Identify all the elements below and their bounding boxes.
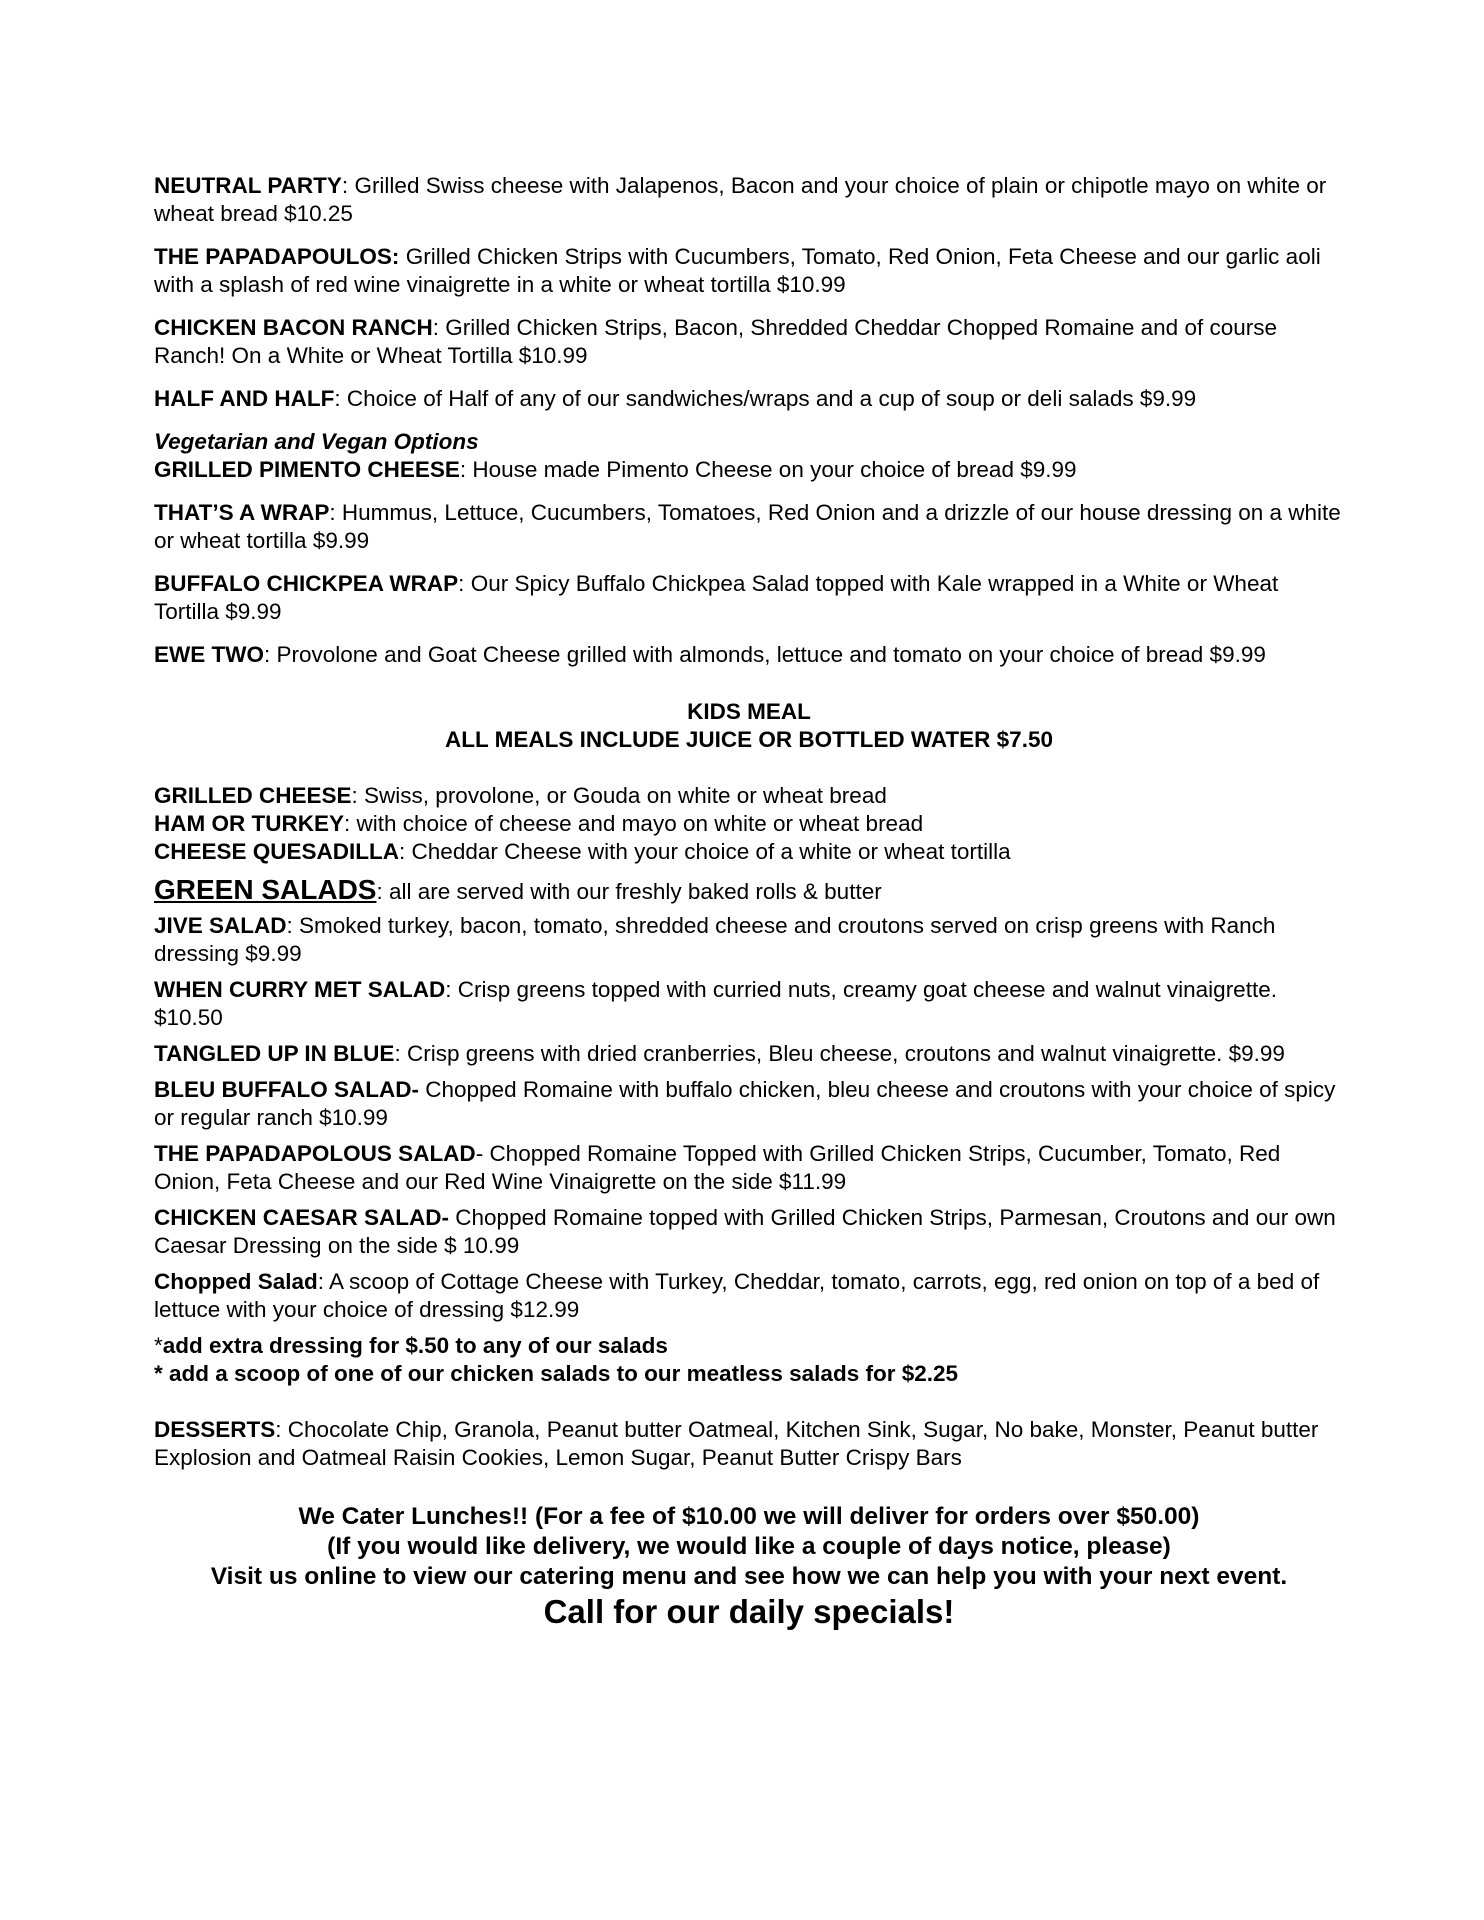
item-sep: : (263, 642, 277, 667)
item-sep: : (329, 500, 342, 525)
item-name: BUFFALO CHICKPEA WRAP (154, 571, 459, 596)
salad-note-extra-dressing: *add extra dressing for $.50 to any of our salads (154, 1333, 668, 1358)
menu-item-grilled-pimento-cheese (154, 456, 1344, 484)
item-sep: : (394, 1041, 407, 1066)
kids-item-ham-or-turkey (154, 810, 1344, 838)
menu-item-ewe-two (154, 641, 1344, 669)
kids-meal-subtitle: ALL MEALS INCLUDE JUICE OR BOTTLED WATER $7.50 (445, 727, 1053, 752)
item-sep: : (344, 811, 357, 836)
item-name: Chopped Salad (154, 1269, 318, 1294)
item-desc: A scoop of Cottage Cheese with Turkey, Cheddar, tomato, carrots, egg, red onion on top of a bed of lettuce with your choice of dressing $12.99 (154, 1269, 1320, 1322)
item-name: CHICKEN CAESAR SALAD- (154, 1205, 450, 1230)
desserts-section (154, 1416, 1344, 1472)
green-salads-title: GREEN SALADS (154, 874, 377, 905)
veg-heading: Vegetarian and Vegan Options (154, 429, 479, 454)
item-sep: - (475, 1141, 490, 1166)
item-desc: Crisp greens with dried cranberries, Bleu cheese, croutons and walnut vinaigrette. $9.99 (406, 1041, 1285, 1066)
item-name: THAT’S A WRAP (154, 500, 330, 525)
item-sep: : (432, 315, 446, 340)
item-sep: : (399, 839, 412, 864)
menu-page (154, 172, 1344, 1632)
item-desc: Chopped Romaine topped with Grilled Chicken Strips, Parmesan, Croutons and our own Caesar Dressing on the side $ 10.99 (154, 1205, 1336, 1258)
item-sep: : (286, 913, 300, 938)
salad-item-tangled-up-in-blue (154, 1040, 1344, 1068)
menu-item-thats-a-wrap (154, 499, 1344, 555)
item-desc: Grilled Swiss cheese with Jalapenos, Bacon and your choice of plain or chipotle mayo on white or wheat bread $10.25 (154, 173, 1327, 226)
salad-notes (154, 1332, 1344, 1388)
item-sep: : (334, 386, 347, 411)
salad-item-bleu-buffalo (154, 1076, 1344, 1132)
item-sep: : (351, 783, 365, 808)
item-desc: House made Pimento Cheese on your choice of bread $9.99 (472, 457, 1077, 482)
item-desc: Cheddar Cheese with your choice of a white or wheat tortilla (411, 839, 1011, 864)
menu-item-neutral-party (154, 172, 1344, 228)
item-name: THE PAPADAPOULOS: (154, 244, 400, 269)
desserts-desc: Chocolate Chip, Granola, Peanut butter Oatmeal, Kitchen Sink, Sugar, No bake, Monster, Peanut butter Explosion and Oatmeal Raisin Cookies, Lemon Sugar, Peanut Butter Crispy Bars (154, 1417, 1319, 1470)
item-desc: Grilled Chicken Strips, Bacon, Shredded Cheddar Chopped Romaine and of course Ranch! On a White or Wheat Tortilla $10.99 (154, 315, 1277, 368)
item-desc: Grilled Chicken Strips with Cucumbers, Tomato, Red Onion, Feta Cheese and our garlic aoli with a splash of red wine vinaigrette in a white or wheat tortilla $10.99 (154, 244, 1321, 297)
item-name: HAM OR TURKEY (154, 811, 344, 836)
item-desc: Chopped Romaine Topped with Grilled Chicken Strips, Cucumber, Tomato, Red Onion, Feta Cheese and our Red Wine Vinaigrette on the side $11.99 (154, 1141, 1281, 1194)
green-salads-subtitle: : all are served with our freshly baked rolls & butter (376, 879, 882, 904)
item-name: BLEU BUFFALO SALAD- (154, 1077, 419, 1102)
item-name: CHEESE QUESADILLA (154, 839, 400, 864)
salad-item-jive (154, 912, 1344, 968)
kids-meal-title: KIDS MEAL (687, 699, 811, 724)
item-name: CHICKEN BACON RANCH (154, 315, 433, 340)
menu-item-chicken-bacon-ranch (154, 314, 1344, 370)
item-name: HALF AND HALF (154, 386, 335, 411)
item-desc: Swiss, provolone, or Gouda on white or wheat bread (364, 783, 887, 808)
salad-item-when-curry-met (154, 976, 1344, 1032)
item-name: EWE TWO (154, 642, 264, 667)
green-salads-heading (154, 876, 1344, 906)
item-desc: Chopped Romaine with buffalo chicken, bleu cheese and croutons with your choice of spicy or regular ranch $10.99 (154, 1077, 1336, 1130)
catering-footer (154, 1502, 1344, 1632)
menu-item-half-and-half (154, 385, 1344, 413)
item-sep: : (341, 173, 355, 198)
item-desc: Choice of Half of any of our sandwiches/wraps and a cup of soup or deli salads $9.99 (346, 386, 1197, 411)
item-name: GRILLED CHEESE (154, 783, 352, 808)
kids-meal-list (154, 782, 1344, 866)
salad-item-chicken-caesar (154, 1204, 1344, 1260)
item-desc: Smoked turkey, bacon, tomato, shredded cheese and croutons served on crisp greens with Ranch dressing $9.99 (154, 913, 1276, 966)
salad-item-papadapolous (154, 1140, 1344, 1196)
menu-item-the-papadapoulos (154, 243, 1344, 299)
kids-meal-header (154, 698, 1344, 754)
desserts-sep: : (275, 1417, 288, 1442)
item-name: WHEN CURRY MET SALAD (154, 977, 446, 1002)
footer-specials-line: Call for our daily specials! (543, 1593, 955, 1630)
item-name: THE PAPADAPOLOUS SALAD (154, 1141, 476, 1166)
item-name: JIVE SALAD (154, 913, 287, 938)
kids-item-grilled-cheese (154, 782, 1344, 810)
menu-item-buffalo-chickpea-wrap (154, 570, 1344, 626)
item-sep: : (459, 457, 473, 482)
item-desc: Our Spicy Buffalo Chickpea Salad topped with Kale wrapped in a White or Wheat Tortilla $9.99 (154, 571, 1279, 624)
item-sep: : (445, 977, 458, 1002)
footer-cater-line: We Cater Lunches!! (For a fee of $10.00 we will deliver for orders over $50.00) (298, 1503, 1200, 1530)
salad-note-chicken-scoop: * add a scoop of one of our chicken salads to our meatless salads for $2.25 (154, 1361, 959, 1386)
item-desc: with choice of cheese and mayo on white or wheat bread (356, 811, 924, 836)
kids-item-cheese-quesadilla (154, 838, 1344, 866)
item-name: NEUTRAL PARTY (154, 173, 342, 198)
item-sep: : (458, 571, 471, 596)
item-name: TANGLED UP IN BLUE (154, 1041, 395, 1066)
footer-visit-line: Visit us online to view our catering menu and see how we can help you with your next event. (210, 1563, 1288, 1590)
item-sep: : (317, 1269, 330, 1294)
item-desc: Hummus, Lettuce, Cucumbers, Tomatoes, Red Onion and a drizzle of our house dressing on a white or wheat tortilla $9.99 (154, 500, 1341, 553)
item-name: GRILLED PIMENTO CHEESE (154, 457, 460, 482)
item-desc: Crisp greens topped with curried nuts, creamy goat cheese and walnut vinaigrette. $10.50 (154, 977, 1277, 1030)
desserts-title: DESSERTS (154, 1417, 276, 1442)
footer-delivery-line: (If you would like delivery, we would like a couple of days notice, please) (327, 1533, 1171, 1560)
item-desc: Provolone and Goat Cheese grilled with almonds, lettuce and tomato on your choice of bread $9.99 (276, 642, 1266, 667)
salad-item-chopped (154, 1268, 1344, 1324)
